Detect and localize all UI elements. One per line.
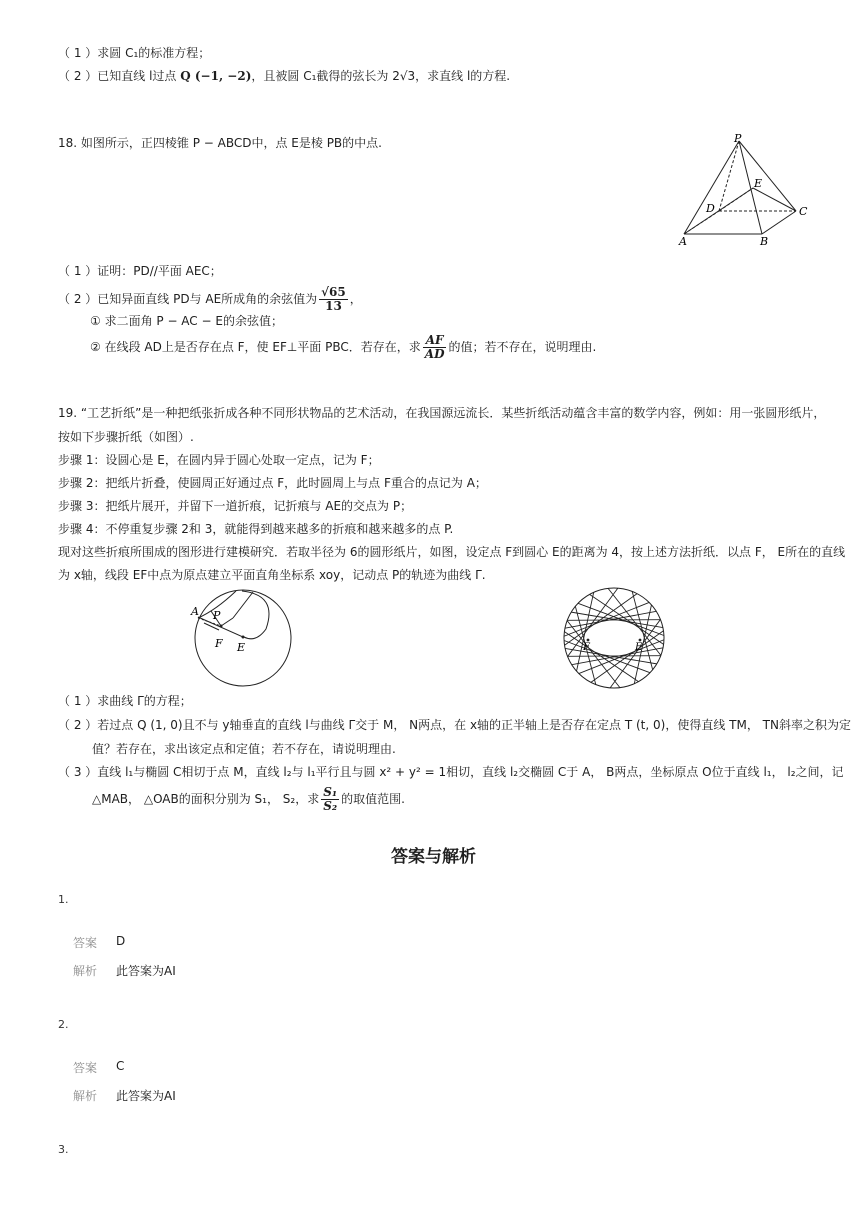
fig2-label-f: F [583, 642, 590, 653]
explain-2-label: 解析 [73, 1089, 98, 1103]
pyramid-figure [676, 131, 816, 253]
point-q: Q (−1, −2) [180, 69, 252, 83]
q19-line4: 为 x轴，线段 EF中点为原点建立平面直角坐标系 xoy，记动点 P的轨迹为曲线 Γ. [58, 568, 486, 582]
q18-stem: 18. 如图所示，正四棱锥 P − ABCD中，点 E是棱 PB的中点. [58, 136, 382, 150]
fig1-label-p: P [213, 609, 221, 622]
label-d: D [706, 202, 715, 215]
q18-part2: （ 2 ）已知异面直线 PD与 AE所成角的余弦值为 $\frac{√65}{13}$ ， [58, 285, 362, 313]
q19-step2: 步骤 2：把纸片折叠，使圆周正好通过点 F，此时圆周上与点 F重合的点记为 A； [58, 476, 487, 490]
folding-figure-2 [560, 584, 668, 692]
q17-part2: （ 2 ）已知直线 l过点 Q (−1, −2)，且被圆 C₁截得的弦长为 2√3，求直线 l的方程. [58, 69, 511, 83]
s1-s2-fraction: $\frac{\text{S₁}}{\text{S₂}}$ [323, 785, 338, 813]
answer-2-value: C [116, 1059, 125, 1073]
fig1-label-f: F [215, 637, 223, 650]
explain-1-label: 解析 [73, 964, 98, 978]
q19-line2: 按如下步骤折纸（如图）. [58, 430, 194, 444]
label-b: B [760, 235, 769, 248]
explain-2-value: 此答案为AI [116, 1089, 176, 1103]
answer-2-number: 2. [58, 1018, 69, 1031]
answer-1-label: 答案 [73, 936, 98, 950]
q19-step3: 步骤 3：把纸片展开，并留下一道折痕，记折痕与 AE的交点为 P； [58, 499, 413, 513]
answers-heading: 答案与解析 [391, 847, 476, 867]
q19-line3: 现对这些折痕所围成的图形进行建模研究．若取半径为 6的圆形纸片，如图，设定点 F到圆心 E的距离为 4，按上述方法折纸．以点 F， E所在的直线 [58, 545, 846, 559]
af-ad-fraction: $\frac{AF}{AD}$ [424, 333, 445, 361]
fold-crease [567, 621, 620, 688]
q19-part2-line2: 值？若存在，求出该定点和定值；若不存在，请说明理由. [92, 742, 396, 756]
cos-fraction: $\frac{√65}{13}$ [321, 285, 346, 313]
label-a: A [679, 235, 687, 248]
answer-1-value: D [116, 934, 126, 948]
q19-part2-line1: （ 2 ）若过点 Q (1, 0)且不与 y轴垂直的直线 l与曲线 Γ交于 M， N两点，在 x轴的正半轴上是否存在定点 T (t, 0)，使得直线 TM， TN斜率之积为定 [58, 718, 851, 732]
q19-step1: 步骤 1：设圆心是 E，在圆内异于圆心处取一定点，记为 F； [58, 453, 380, 467]
label-e: E [754, 177, 763, 190]
fig1-label-e: E [237, 641, 246, 654]
q18-sub2: ② 在线段 AD上是否存在点 F，使 EF⊥平面 PBC．若存在，求 $\frac{AF}{AD}$ 的值；若不存在，说明理由. [90, 333, 597, 361]
q18-sub1: ① 求二面角 P − AC − E的余弦值； [90, 314, 283, 328]
explain-1-value: 此答案为AI [116, 964, 176, 978]
q18-part1: （ 1 ）证明：PD//平面 AEC； [58, 264, 222, 278]
fold-crease [567, 656, 660, 657]
q19-line1: 19. “工艺折纸”是一种把纸张折成各种不同形状物品的艺术活动，在我国源远流长．某些折纸活动蕴含丰富的数学内容，例如：用一张圆形纸片， [58, 406, 826, 420]
fold-crease [567, 620, 660, 621]
fig1-label-a: A [191, 605, 199, 618]
answer-1-number: 1. [58, 893, 69, 906]
label-c: C [799, 205, 808, 218]
q19-part1: （ 1 ）求曲线 Γ的方程； [58, 694, 192, 708]
answer-3-number: 3. [58, 1143, 69, 1156]
label-p: P [734, 132, 742, 145]
q17-part1: （ 1 ）求圆 C₁的标准方程； [58, 46, 211, 60]
q19-part3-line1: （ 3 ）直线 l₁与椭圆 C相切于点 M，直线 l₂与 l₁平行且与圆 x² + y² = 1相切，直线 l₂交椭圆 C于 A， B两点，坐标原点 O位于直线 l₁， l₂之间，记 [58, 765, 844, 779]
answer-2-label: 答案 [73, 1061, 98, 1075]
fig2-label-e: E [635, 642, 643, 653]
folding-figure-1 [186, 585, 298, 691]
q19-part3-line2: △MAB， △OAB的面积分别为 S₁， S₂，求 $\frac{\text{S₁}}{\text{S₂}}$ 的取值范围. [92, 785, 405, 813]
q19-step4: 步骤 4：不停重复步骤 2和 3，就能得到越来越多的折痕和越来越多的点 P. [58, 522, 454, 536]
